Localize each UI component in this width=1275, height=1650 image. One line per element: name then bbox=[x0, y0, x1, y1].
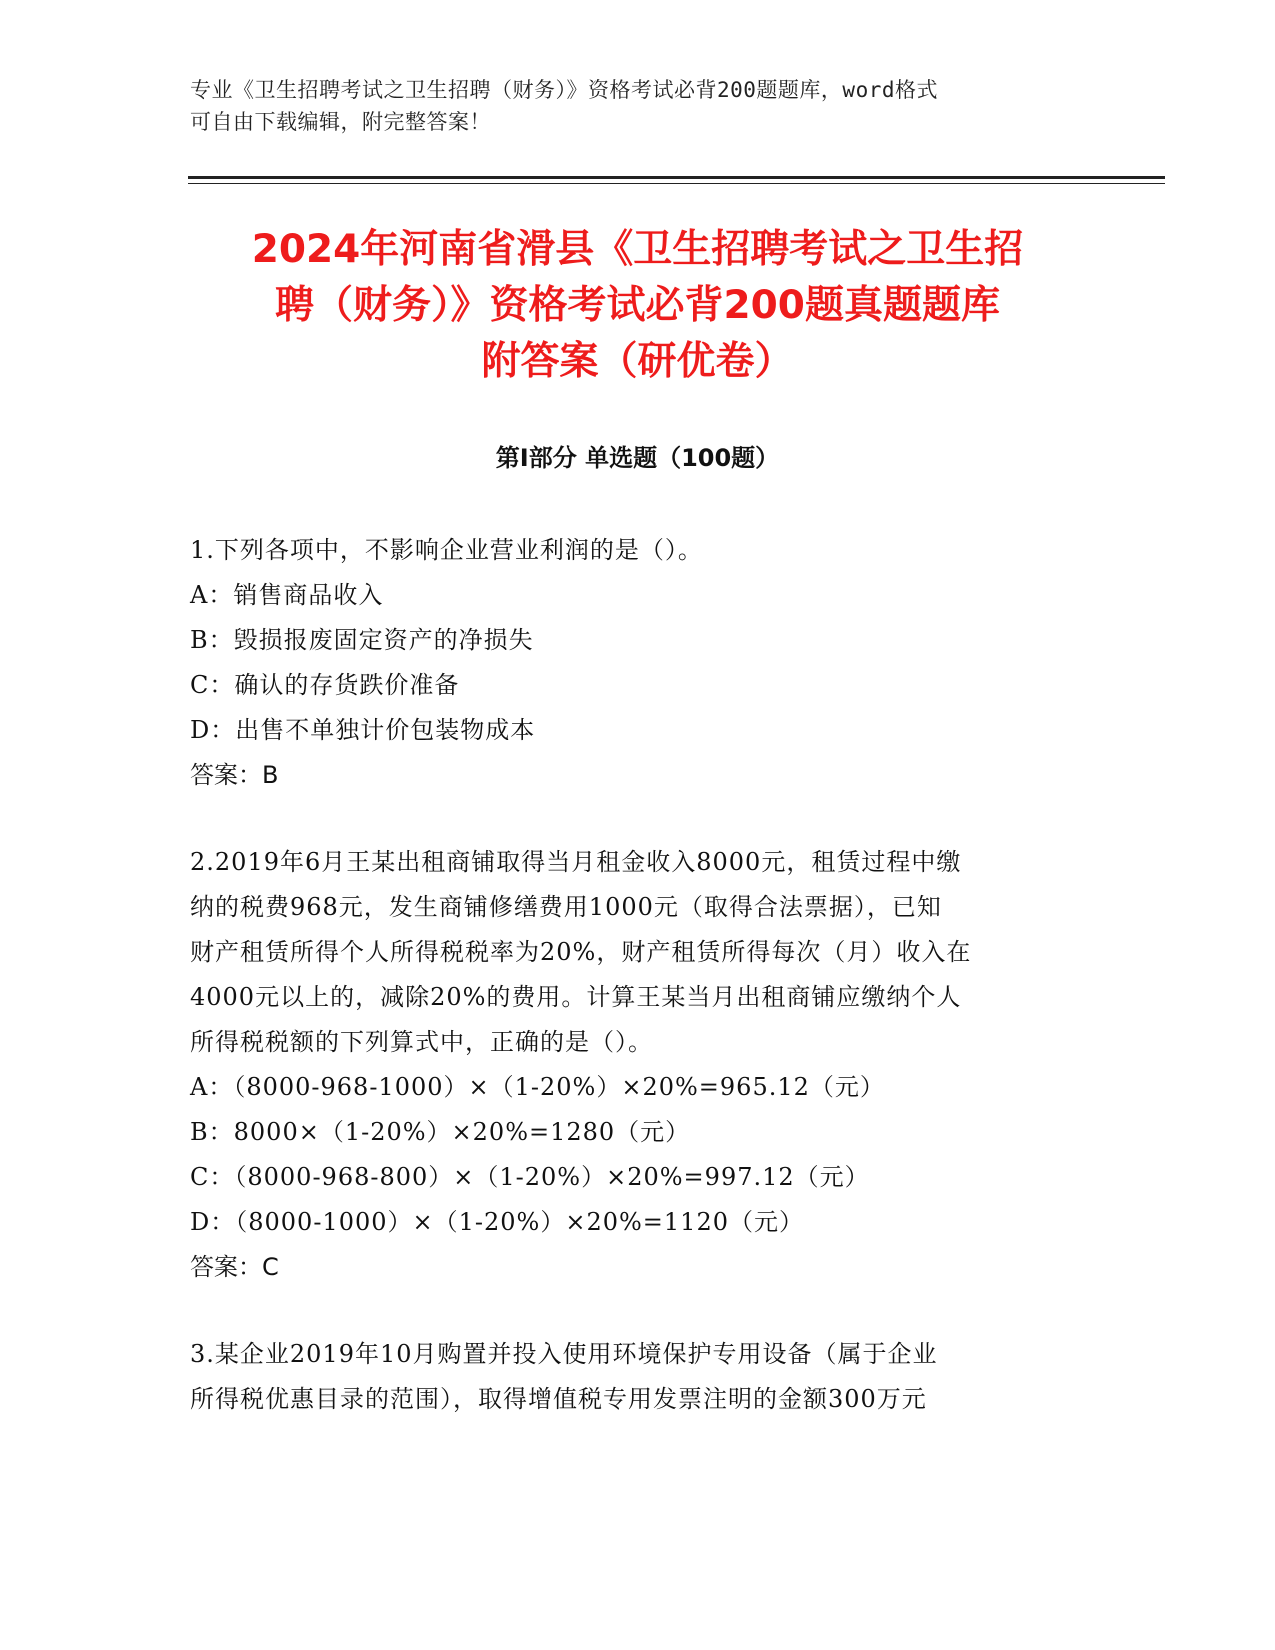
header-rule-thin bbox=[188, 183, 1165, 184]
option-b: B：毁损报废固定资产的净损失 bbox=[190, 626, 534, 654]
header-note-line: 专业《卫生招聘考试之卫生招聘（财务）》资格考试必背200题题库，word格式 bbox=[190, 78, 938, 102]
header-note bbox=[190, 74, 1090, 138]
question-text: 财产租赁所得个人所得税税率为20%，财产租赁所得每次（月）收入在 bbox=[190, 938, 972, 966]
question-2 bbox=[190, 840, 1085, 1290]
question-text: 1.下列各项中，不影响企业营业利润的是（）。 bbox=[190, 536, 703, 564]
option-b: B：8000×（1-20%）×20%=1280（元） bbox=[190, 1118, 691, 1146]
section-heading: 第Ⅰ部分 单选题（100题） bbox=[495, 444, 780, 472]
question-text: 4000元以上的，减除20%的费用。计算王某当月出租商铺应缴纳个人 bbox=[190, 983, 962, 1011]
option-c: C：确认的存货跌价准备 bbox=[190, 671, 460, 699]
title-line: 聘（财务）》资格考试必背200题真题题库 bbox=[275, 283, 1000, 328]
question-text: 所得税税额的下列算式中，正确的是（）。 bbox=[190, 1028, 653, 1056]
answer: 答案：B bbox=[190, 761, 279, 789]
title-line: 附答案（研优卷） bbox=[481, 339, 794, 384]
option-c: C：（8000-968-800）×（1-20%）×20%=997.12（元） bbox=[190, 1163, 870, 1191]
header-rule-thick bbox=[188, 176, 1165, 179]
question-3 bbox=[190, 1332, 1085, 1422]
question-text: 2.2019年6月王某出租商铺取得当月租金收入8000元，租赁过程中缴 bbox=[190, 848, 962, 876]
header-note-line: 可自由下载编辑，附完整答案！ bbox=[190, 110, 491, 134]
question-list bbox=[190, 528, 1085, 1464]
question-1 bbox=[190, 528, 1085, 798]
option-a: A：（8000-968-1000）×（1-20%）×20%=965.12（元） bbox=[190, 1073, 885, 1101]
question-text: 纳的税费968元，发生商铺修缮费用1000元（取得合法票据），已知 bbox=[190, 893, 942, 921]
title-line: 2024年河南省滑县《卫生招聘考试之卫生招 bbox=[251, 227, 1024, 272]
question-text: 3.某企业2019年10月购置并投入使用环境保护专用设备（属于企业 bbox=[190, 1340, 938, 1368]
document-title bbox=[150, 222, 1125, 390]
question-text: 所得税优惠目录的范围），取得增值税专用发票注明的金额300万元 bbox=[190, 1385, 927, 1413]
option-a: A：销售商品收入 bbox=[190, 581, 384, 609]
option-d: D：（8000-1000）×（1-20%）×20%=1120（元） bbox=[190, 1208, 804, 1236]
answer: 答案：C bbox=[190, 1253, 279, 1281]
option-d: D：出售不单独计价包装物成本 bbox=[190, 716, 536, 744]
